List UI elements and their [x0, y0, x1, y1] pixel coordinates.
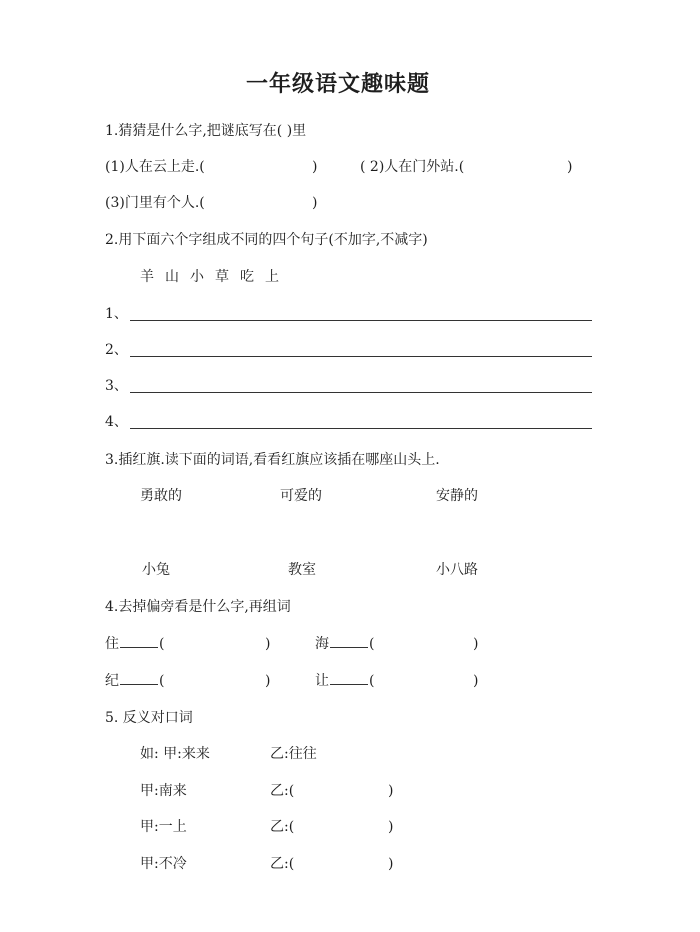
q2-line-4-label: 4、 — [105, 414, 128, 430]
q2-char-4: 草 — [215, 269, 229, 285]
q4-item-2-close: ) — [473, 636, 479, 652]
q4-item-2-char: 海 — [315, 636, 329, 652]
q5-row-3-b-open: 乙:( — [270, 856, 295, 872]
q2-line-1-label: 1、 — [105, 306, 128, 322]
q5-row-2-b-open: 乙:( — [270, 819, 295, 835]
q3-hill-1: 小兔 — [142, 562, 170, 578]
q2-line-3-label: 3、 — [105, 378, 128, 394]
q5-prompt: 5. 反义对口词 — [105, 710, 193, 726]
q5-row-3-a: 甲:不冷 — [140, 856, 187, 872]
q4-item-4 — [315, 674, 374, 688]
q4-item-4-close: ) — [473, 673, 479, 689]
q5-example-b: 乙:往往 — [270, 746, 317, 762]
q4-item-1-close: ) — [265, 636, 271, 652]
q4-item-3 — [105, 674, 164, 688]
q3-prompt: 3.插红旗.读下面的词语,看看红旗应该插在哪座山头上. — [105, 452, 440, 468]
q2-char-1: 羊 — [140, 269, 154, 285]
q4-item-4-open: ( — [369, 673, 375, 689]
q4-item-3-blank[interactable] — [120, 683, 158, 685]
q5-row-1-b-close: ) — [388, 783, 394, 799]
q2-answer-line-4[interactable] — [130, 428, 592, 429]
q5-row-2-b-close: ) — [388, 819, 394, 835]
q5-row-1-a: 甲:南来 — [140, 783, 187, 799]
q5-row-3-b-close: ) — [388, 856, 394, 872]
q4-item-4-char: 让 — [315, 673, 329, 689]
q1-item-2-open: ( 2)人在门外站.( — [360, 159, 465, 175]
page-title: 一年级语文趣味题 — [246, 71, 431, 97]
q4-item-3-close: ) — [265, 673, 271, 689]
q3-flag-1: 勇敢的 — [140, 488, 182, 504]
q4-item-4-blank[interactable] — [330, 683, 368, 685]
q2-char-5: 吃 — [240, 269, 254, 285]
q5-row-1-b-open: 乙:( — [270, 783, 295, 799]
q4-item-3-char: 纪 — [105, 673, 119, 689]
q1-item-3-open: (3)门里有个人.( — [105, 195, 205, 211]
q2-prompt: 2.用下面六个字组成不同的四个句子(不加字,不减字) — [105, 232, 428, 248]
q3-flag-2: 可爱的 — [280, 488, 322, 504]
q2-char-6: 上 — [265, 269, 279, 285]
q4-item-3-open: ( — [159, 673, 165, 689]
q1-item-1-close: ) — [312, 159, 318, 175]
q1-item-2-close: ) — [567, 159, 573, 175]
q5-row-2-a: 甲:一上 — [140, 819, 187, 835]
q4-item-1-blank[interactable] — [120, 646, 158, 648]
q1-prompt: 1.猜猜是什么字,把谜底写在( )里 — [105, 123, 307, 139]
q3-hill-3: 小八路 — [436, 562, 478, 578]
q3-hill-2: 教室 — [288, 562, 316, 578]
q2-answer-line-1[interactable] — [130, 320, 592, 321]
q1-item-3-close: ) — [312, 195, 318, 211]
q3-flag-3: 安静的 — [436, 488, 478, 504]
q4-item-2-blank[interactable] — [330, 646, 368, 648]
q5-example-a: 如: 甲:来来 — [140, 746, 210, 762]
q4-item-2 — [315, 637, 374, 651]
q4-prompt: 4.去掉偏旁看是什么字,再组词 — [105, 599, 291, 615]
q2-answer-line-3[interactable] — [130, 392, 592, 393]
q2-char-3: 小 — [190, 269, 204, 285]
q4-item-1-open: ( — [159, 636, 165, 652]
q2-char-2: 山 — [165, 269, 179, 285]
q4-item-2-open: ( — [369, 636, 375, 652]
q4-item-1-char: 住 — [105, 636, 119, 652]
q4-item-1 — [105, 637, 164, 651]
q1-item-1-open: (1)人在云上走.( — [105, 159, 205, 175]
q2-answer-line-2[interactable] — [130, 356, 592, 357]
q2-line-2-label: 2、 — [105, 342, 128, 358]
